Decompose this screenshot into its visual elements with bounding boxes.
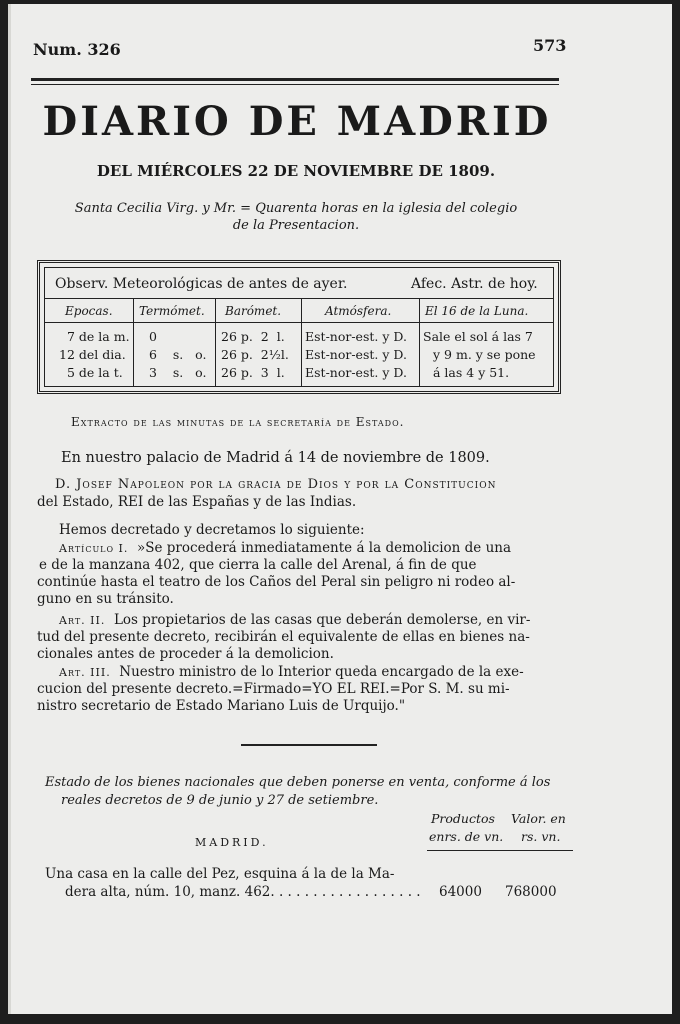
col-value-1: Valor. en — [511, 811, 566, 826]
decree-intro: Hemos decretado y decretamos lo siguiente: — [59, 522, 365, 538]
barom-cell: 26 p. 2½l. — [221, 347, 289, 362]
moon-cell: Sale el sol á las 7 — [423, 329, 533, 344]
article-heading: Extracto de las minutas de la secretaría de Estado. — [71, 415, 405, 429]
section-divider — [241, 744, 377, 746]
col-divider-1 — [133, 298, 134, 386]
thermo-cell: 3 s. o. — [149, 365, 207, 380]
saint-line-2: de la Presentacion. — [232, 218, 360, 233]
article-1-line-3: continúe hasta el teatro de los Caños del Peral sin peligro ni rodeo al- — [37, 574, 516, 590]
atmos-cell: Est-nor-est. y D. — [305, 347, 407, 362]
article-3-line-1 — [59, 664, 524, 681]
atmos-cell: Est-nor-est. y D. — [305, 329, 407, 344]
columns-rule — [427, 850, 573, 851]
sale-intro-line-2: reales decretos de 9 de junio y 27 de setiembre. — [61, 793, 379, 808]
article-1-line-1 — [59, 540, 511, 557]
col-divider-2 — [215, 298, 216, 386]
issue-date: DEL MIÉRCOLES 22 DE NOVIEMBRE DE 1809. — [96, 162, 496, 180]
col-products-1: Productos — [431, 811, 495, 826]
article-1-line-2: e de la manzana 402, que cierra la calle del Arenal, á fin de que — [39, 557, 477, 573]
property-products: 64000 — [439, 884, 482, 900]
epoch-cell: 7 de la m. — [67, 329, 130, 344]
barom-cell: 26 p. 2 l. — [221, 329, 285, 344]
table-rule-top — [45, 298, 553, 299]
table-rule-header — [45, 322, 553, 323]
moon-cell: y 9 m. y se pone — [433, 347, 536, 362]
property-line-1: Una casa en la calle del Pez, esquina á la de la Ma- — [45, 866, 395, 882]
article-place-date: En nuestro palacio de Madrid á 14 de noviembre de 1809. — [61, 450, 490, 466]
weather-table — [37, 260, 561, 394]
property-line-2: dera alta, núm. 10, manz. 462. . . . . . . . . . . . . . . . . . — [65, 884, 421, 900]
article-2-line-2: tud del presente decreto, recibirán el equivalente de ellas en bienes na- — [37, 629, 530, 645]
col-header-atmos: Atmósfera. — [325, 304, 392, 318]
newspaper-page — [8, 4, 672, 1014]
king-line-2: del Estado, REI de las Españas y de las Indias. — [37, 494, 357, 510]
article-2-text: Los propietarios de las casas que deberán demolerse, en vir- — [113, 612, 531, 628]
col-divider-3 — [301, 298, 302, 386]
col-header-thermo: Termómet. — [139, 304, 205, 318]
article-3-line-3: nistro secretario de Estado Mariano Luis de Urquijo." — [37, 698, 406, 714]
top-rule-thick — [31, 78, 559, 81]
saint-of-day — [41, 200, 551, 234]
page-number: 573 — [533, 36, 567, 55]
top-rule-thin — [31, 84, 559, 85]
article-3-line-2: cucion del presente decreto.=Firmado=YO EL REI.=Por S. M. su mi- — [37, 681, 510, 697]
article-2-line-1 — [59, 612, 530, 629]
article-3-text: Nuestro ministro de lo Interior queda encargado de la exe- — [119, 664, 524, 680]
article-2-line-3: cionales antes de proceder á la demolicion. — [37, 646, 334, 662]
issue-number: Num. 326 — [33, 40, 121, 59]
article-2-label: Art. II. — [59, 614, 106, 627]
weather-title: Observ. Meteorológicas de antes de ayer. — [55, 276, 348, 292]
weather-table-inner — [44, 267, 554, 387]
col-header-epochs: Epocas. — [65, 304, 113, 318]
col-products-2: enrs. de vn. — [429, 829, 504, 844]
col-header-barom: Barómet. — [225, 304, 282, 318]
epoch-cell: 5 de la t. — [67, 365, 123, 380]
atmos-cell: Est-nor-est. y D. — [305, 365, 407, 380]
moon-cell: á las 4 y 51. — [433, 365, 510, 380]
article-1-label: Artículo I. — [59, 542, 129, 555]
astro-title: Afec. Astr. de hoy. — [411, 276, 538, 292]
king-line-1-text: D. Josef Napoleon por la gracia de Dios y por la Constitucion — [55, 477, 497, 492]
col-value-2: rs. vn. — [521, 829, 561, 844]
barom-cell: 26 p. 3 l. — [221, 365, 285, 380]
col-divider-4 — [419, 298, 420, 386]
article-1-line-4: guno en su tránsito. — [37, 591, 174, 607]
king-line-1 — [55, 476, 496, 493]
thermo-cell: 0 — [149, 329, 157, 344]
article-1-text: »Se procederá inmediatamente á la demolicion de una — [137, 540, 512, 556]
article-3-label: Art. III. — [59, 666, 111, 679]
property-value: 768000 — [505, 884, 557, 900]
saint-line-1: Santa Cecilia Virg. y Mr. = Quarenta horas en la iglesia del colegio — [74, 201, 518, 216]
epoch-cell: 12 del dia. — [59, 347, 126, 362]
col-header-moon: El 16 de la Luna. — [425, 304, 529, 318]
masthead-title: DIARIO DE MADRID — [42, 98, 552, 145]
sale-intro-line-1: Estado de los bienes nacionales que deben ponerse en venta, conforme á los — [45, 775, 551, 790]
city-heading: MADRID. — [195, 836, 269, 849]
thermo-cell: 6 s. o. — [149, 347, 207, 362]
